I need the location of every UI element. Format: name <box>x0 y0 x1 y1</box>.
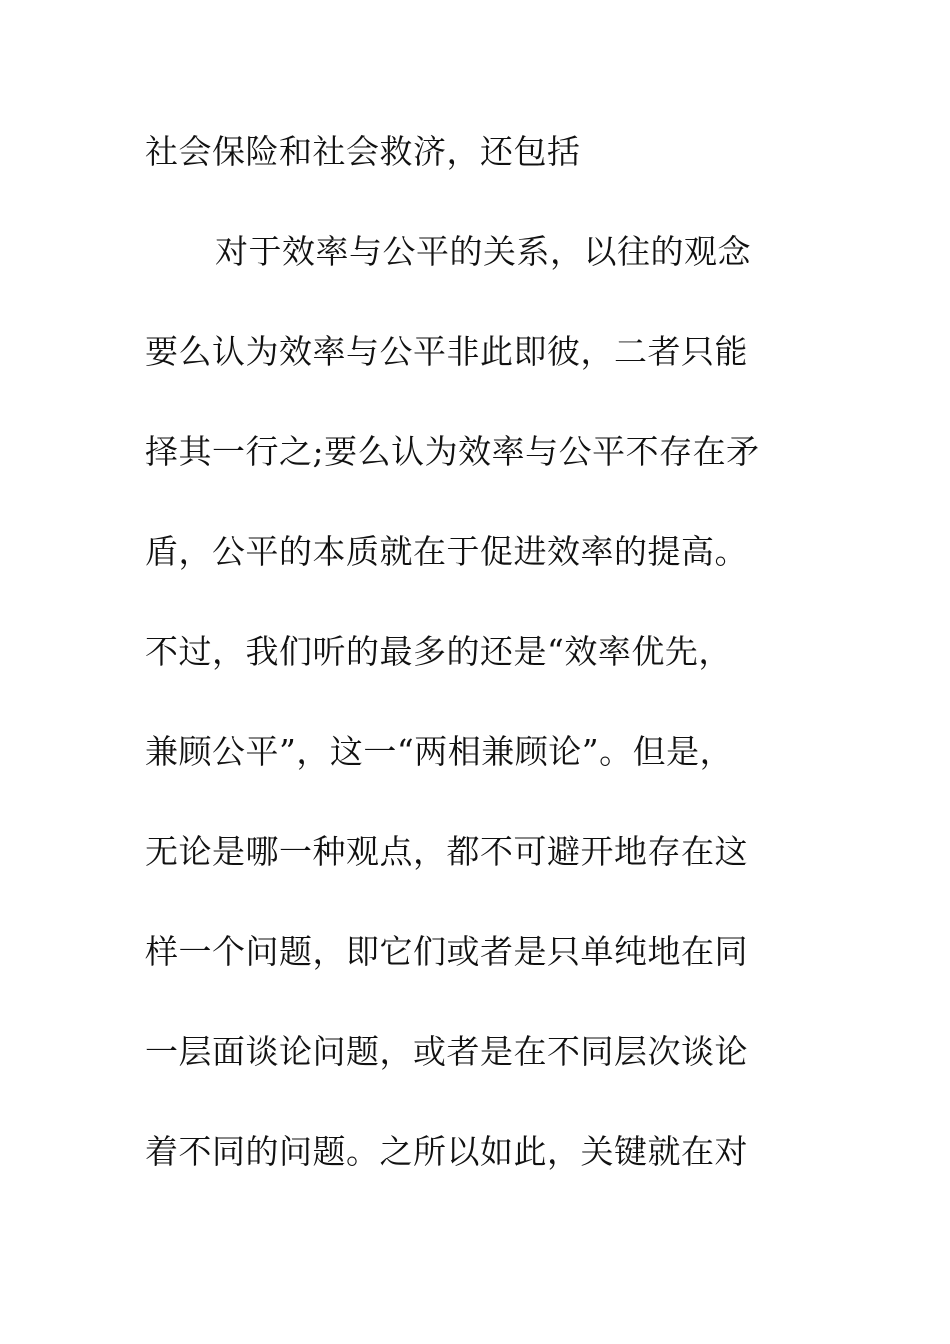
text-line: 不过，我们听的最多的还是“效率优先， <box>145 632 732 671</box>
text-line: 无论是哪一种观点，都不可避开地存在这 <box>145 832 748 871</box>
text-line: 样一个问题，即它们或者是只单纯地在同 <box>145 932 748 971</box>
text-line: 兼顾公平”，这一“两相兼顾论”。但是， <box>145 732 734 771</box>
text-line: 要么认为效率与公平非此即彼，二者只能 <box>145 332 748 371</box>
body-text <box>145 120 785 1220</box>
paragraph-start-line: 对于效率与公平的关系，以往的观念 <box>215 232 751 271</box>
text-line: 着不同的问题。之所以如此，关键就在对 <box>145 1132 748 1171</box>
text-line: 一层面谈论问题，或者是在不同层次谈论 <box>145 1032 748 1071</box>
text-line: 择其一行之;要么认为效率与公平不存在矛 <box>145 432 760 471</box>
text-line: 盾，公平的本质就在于促进效率的提高。 <box>145 532 748 571</box>
text-line: 社会保险和社会救济，还包括 <box>145 132 581 171</box>
